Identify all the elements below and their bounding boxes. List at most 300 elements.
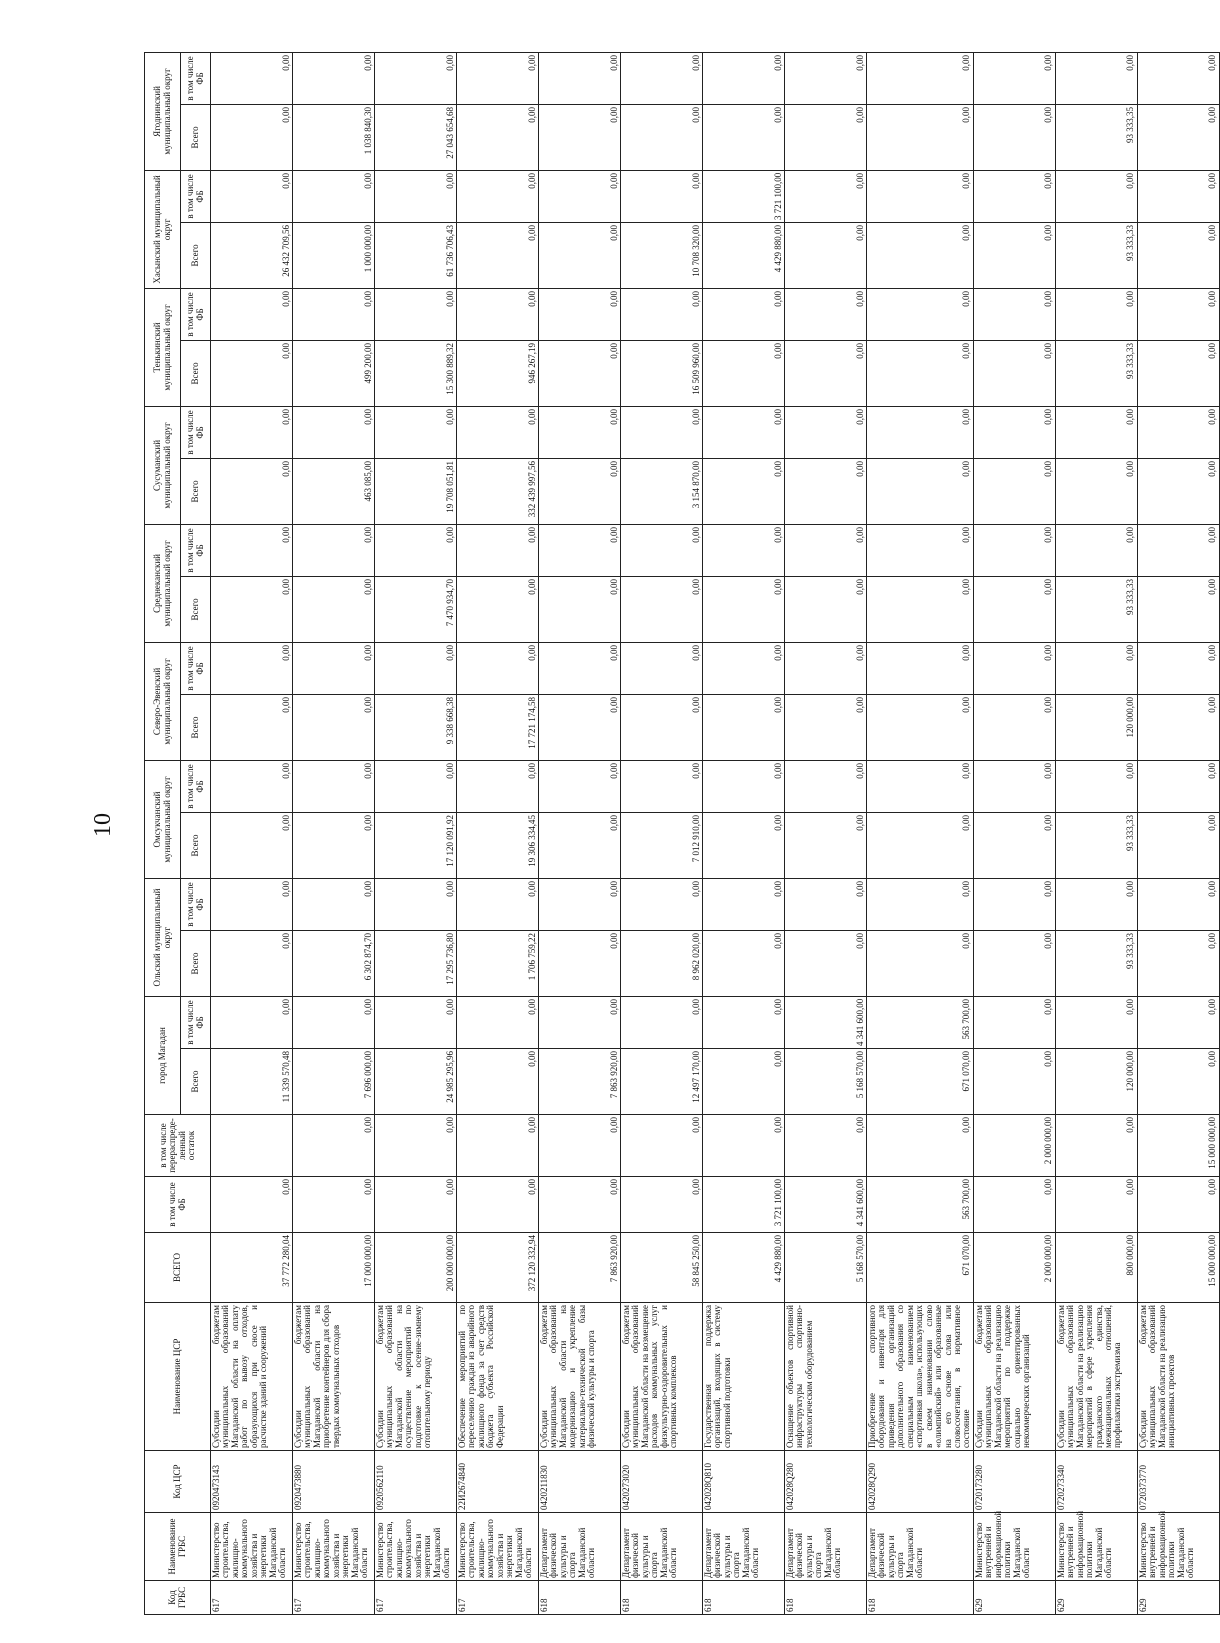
table-row [1055, 52, 1137, 1614]
district-fb-cell: 0,00 [703, 878, 785, 930]
csr-name-cell: Субсидии бюджетам муниципальных образований Магаданской области на реализацию мероприятий в сфере укрепления гражданского единства, межнациональных отношений, профилактики экстремизма [1055, 1303, 1137, 1451]
district-total-cell: 9 338 668,38 [375, 694, 457, 760]
csr-name-cell: Субсидии бюджетам муниципальных образований Магаданской области на реализацию мероприятий по поддержке социально ориентированных некоммерческих организаций [973, 1303, 1055, 1451]
district-total-cell: 0,00 [539, 458, 621, 524]
csr-code-cell: 0920562110 [375, 1451, 457, 1513]
grbs-code-cell: 617 [211, 1581, 293, 1615]
district-fb-cell: 0,00 [211, 170, 293, 222]
district-total-cell: 93 333,33 [1055, 222, 1137, 288]
header-district: город Магадан [145, 997, 181, 1115]
district-fb-cell: 0,00 [1055, 406, 1137, 458]
carry-amount-cell [211, 1115, 293, 1177]
district-fb-cell: 0,00 [621, 406, 703, 458]
district-fb-cell: 0,00 [1055, 52, 1137, 104]
district-total-cell: 0,00 [1137, 104, 1219, 170]
csr-code-cell: 0920473880 [293, 1451, 375, 1513]
district-fb-cell: 0,00 [539, 760, 621, 812]
district-total-cell: 1 706 759,22 [457, 931, 539, 997]
district-total-cell: 0,00 [1137, 222, 1219, 288]
district-fb-cell: 0,00 [1137, 406, 1219, 458]
district-fb-cell: 0,00 [621, 760, 703, 812]
district-total-cell: 0,00 [973, 222, 1055, 288]
total-amount-cell: 37 772 280,04 [211, 1233, 293, 1303]
total-amount-cell: 5 168 570,00 [785, 1233, 867, 1303]
district-fb-cell: 0,00 [211, 406, 293, 458]
district-fb-cell: 0,00 [1137, 288, 1219, 340]
district-fb-cell: 0,00 [785, 406, 867, 458]
district-fb-cell: 0,00 [539, 997, 621, 1049]
csr-code-cell: 0420273020 [621, 1451, 703, 1513]
district-fb-cell: 0,00 [1055, 997, 1137, 1049]
district-fb-cell: 0,00 [375, 878, 457, 930]
total-fb-amount-cell: 3 721 100,00 [703, 1177, 785, 1233]
header-district: Ольский муниципальный округ [145, 878, 181, 996]
district-total-cell: 0,00 [1137, 931, 1219, 997]
district-fb-cell: 0,00 [785, 52, 867, 104]
table-header [145, 52, 211, 1614]
district-fb-cell: 0,00 [211, 524, 293, 576]
district-total-cell: 27 043 654,68 [375, 104, 457, 170]
district-total-cell: 0,00 [211, 104, 293, 170]
district-total-cell: 0,00 [539, 931, 621, 997]
district-total-cell: 0,00 [211, 812, 293, 878]
header-district-total: Всего [181, 222, 211, 288]
district-fb-cell: 0,00 [293, 52, 375, 104]
header-district-fb: в том числе ФБ [181, 878, 211, 930]
district-fb-cell: 0,00 [867, 642, 974, 694]
district-total-cell: 7 696 000,00 [293, 1049, 375, 1115]
table-body [211, 52, 1220, 1614]
district-total-cell: 1 038 840,30 [293, 104, 375, 170]
total-amount-cell: 800 000,00 [1055, 1233, 1137, 1303]
district-total-cell: 7 012 910,00 [621, 812, 703, 878]
district-total-cell: 463 085,00 [293, 458, 375, 524]
carry-amount-cell: 0,00 [539, 1115, 621, 1177]
district-fb-cell: 0,00 [973, 642, 1055, 694]
grbs-code-cell: 617 [375, 1581, 457, 1615]
header-district: Среднеканский муниципальный округ [145, 524, 181, 642]
csr-name-cell: Субсидии бюджетам муниципальных образований Магаданской области на реализацию инициативных проектов [1137, 1303, 1219, 1451]
total-fb-amount-cell: 0,00 [211, 1177, 293, 1233]
district-total-cell: 93 333,35 [1055, 104, 1137, 170]
grbs-code-cell: 629 [1055, 1581, 1137, 1615]
district-total-cell: 0,00 [785, 812, 867, 878]
district-total-cell: 0,00 [539, 812, 621, 878]
district-fb-cell: 563 700,00 [867, 997, 974, 1049]
district-total-cell: 0,00 [867, 694, 974, 760]
district-fb-cell: 0,00 [211, 997, 293, 1049]
district-total-cell: 12 497 170,00 [621, 1049, 703, 1115]
grbs-code-cell: 618 [867, 1581, 974, 1615]
district-fb-cell: 0,00 [621, 288, 703, 340]
grbs-name-cell: Департамент физической культуры и спорта Магаданской области [867, 1513, 974, 1581]
header-total-fb: в том числе ФБ [145, 1177, 211, 1233]
district-total-cell: 0,00 [973, 340, 1055, 406]
district-total-cell: 0,00 [785, 694, 867, 760]
district-fb-cell: 0,00 [785, 288, 867, 340]
district-total-cell: 0,00 [539, 340, 621, 406]
district-fb-cell: 0,00 [457, 878, 539, 930]
district-total-cell: 0,00 [703, 104, 785, 170]
district-total-cell: 120 000,00 [1055, 694, 1137, 760]
district-fb-cell: 0,00 [973, 288, 1055, 340]
district-total-cell: 0,00 [785, 458, 867, 524]
district-fb-cell: 0,00 [867, 878, 974, 930]
district-fb-cell: 0,00 [457, 406, 539, 458]
subsidy-table [144, 52, 1220, 1615]
district-total-cell: 0,00 [703, 458, 785, 524]
district-total-cell: 0,00 [703, 931, 785, 997]
district-fb-cell: 0,00 [211, 642, 293, 694]
district-total-cell: 0,00 [703, 340, 785, 406]
district-total-cell: 0,00 [973, 1049, 1055, 1115]
district-total-cell: 0,00 [1137, 576, 1219, 642]
district-total-cell: 5 168 570,00 [785, 1049, 867, 1115]
district-fb-cell: 0,00 [211, 760, 293, 812]
total-fb-amount-cell: 4 341 600,00 [785, 1177, 867, 1233]
district-fb-cell: 0,00 [293, 997, 375, 1049]
district-fb-cell: 0,00 [1055, 524, 1137, 576]
district-total-cell: 93 333,33 [1055, 931, 1137, 997]
district-fb-cell: 0,00 [457, 642, 539, 694]
grbs-code-cell: 617 [293, 1581, 375, 1615]
district-total-cell: 0,00 [1137, 812, 1219, 878]
csr-name-cell: Государственная поддержка организаций, входящих в систему спортивной подготовки [703, 1303, 785, 1451]
header-grbs-name: Наименование ГРБС [145, 1513, 211, 1581]
carry-amount-cell: 0,00 [867, 1115, 974, 1177]
district-total-cell: 3 154 870,00 [621, 458, 703, 524]
district-total-cell: 0,00 [703, 812, 785, 878]
district-total-cell: 0,00 [211, 576, 293, 642]
district-fb-cell: 0,00 [539, 170, 621, 222]
district-fb-cell: 0,00 [1137, 642, 1219, 694]
csr-name-cell: Обеспечение мероприятий по переселению граждан из аварийного жилищного фонда за счет средств бюджета субъекта Российской Федерации [457, 1303, 539, 1451]
csr-code-cell: 042028Q290 [867, 1451, 974, 1513]
district-fb-cell: 0,00 [867, 406, 974, 458]
district-total-cell: 0,00 [867, 340, 974, 406]
total-fb-amount-cell: 0,00 [1055, 1177, 1137, 1233]
page-number: 10 [90, 813, 116, 837]
district-fb-cell: 0,00 [703, 760, 785, 812]
grbs-name-cell: Министерство строительства, жилищно-коммунального хозяйства и энергетики Магаданской области [293, 1513, 375, 1581]
csr-name-cell: Субсидии бюджетам муниципальных образований Магаданской области на модернизацию и укрепление материально-технической базы физической культуры и спорта [539, 1303, 621, 1451]
header-district-fb: в том числе ФБ [181, 52, 211, 104]
district-total-cell: 0,00 [211, 458, 293, 524]
header-district-fb: в том числе ФБ [181, 642, 211, 694]
header-district-total: Всего [181, 694, 211, 760]
grbs-code-cell: 618 [621, 1581, 703, 1615]
district-fb-cell: 0,00 [293, 878, 375, 930]
carry-amount-cell: 15 000 000,00 [1137, 1115, 1219, 1177]
csr-name-cell: Субсидии бюджетам муниципальных образований Магаданской области на возмещение расходов коммунальных услуг физкультурно-оздоровительных и спортивных комплексов [621, 1303, 703, 1451]
header-district-total: Всего [181, 812, 211, 878]
district-total-cell: 0,00 [785, 104, 867, 170]
district-fb-cell: 0,00 [621, 642, 703, 694]
district-fb-cell: 0,00 [703, 406, 785, 458]
header-district-fb: в том числе ФБ [181, 170, 211, 222]
district-fb-cell: 0,00 [703, 642, 785, 694]
grbs-name-cell: Департамент физической культуры и спорта Магаданской области [703, 1513, 785, 1581]
carry-amount-cell: 0,00 [457, 1115, 539, 1177]
header-district: Хасынский муниципальный округ [145, 170, 181, 288]
district-total-cell: 499 200,00 [293, 340, 375, 406]
district-total-cell: 0,00 [539, 576, 621, 642]
district-total-cell: 0,00 [293, 576, 375, 642]
table-row [1137, 52, 1219, 1614]
district-fb-cell: 0,00 [621, 997, 703, 1049]
district-total-cell: 61 736 706,43 [375, 222, 457, 288]
district-total-cell: 0,00 [867, 931, 974, 997]
header-district-fb: в том числе ФБ [181, 288, 211, 340]
header-total: ВСЕГО [145, 1233, 211, 1303]
header-district-total: Всего [181, 104, 211, 170]
district-fb-cell: 0,00 [867, 288, 974, 340]
district-total-cell: 6 302 874,70 [293, 931, 375, 997]
grbs-name-cell: Министерство внутренней и информационной политики Магаданской области [1055, 1513, 1137, 1581]
district-fb-cell: 0,00 [867, 760, 974, 812]
district-fb-cell: 0,00 [539, 642, 621, 694]
district-fb-cell: 0,00 [1137, 170, 1219, 222]
district-total-cell: 0,00 [703, 694, 785, 760]
grbs-name-cell: Министерство строительства, жилищно-коммунального хозяйства и энергетики Магаданской области [457, 1513, 539, 1581]
header-district: Сусуманский муниципальный округ [145, 406, 181, 524]
district-total-cell: 7 863 920,00 [539, 1049, 621, 1115]
grbs-code-cell: 629 [973, 1581, 1055, 1615]
total-fb-amount-cell: 0,00 [539, 1177, 621, 1233]
district-total-cell: 0,00 [457, 576, 539, 642]
header-district: Тенькинский муниципальный округ [145, 288, 181, 406]
grbs-name-cell: Департамент физической культуры и спорта Магаданской области [539, 1513, 621, 1581]
grbs-code-cell: 617 [457, 1581, 539, 1615]
district-fb-cell: 0,00 [293, 288, 375, 340]
total-fb-amount-cell: 563 700,00 [867, 1177, 974, 1233]
district-fb-cell: 0,00 [973, 997, 1055, 1049]
grbs-code-cell: 618 [539, 1581, 621, 1615]
grbs-code-cell: 618 [703, 1581, 785, 1615]
csr-code-cell: 22И2674840 [457, 1451, 539, 1513]
total-amount-cell: 671 070,00 [867, 1233, 974, 1303]
grbs-name-cell: Министерство строительства, жилищно-коммунального хозяйства и энергетики Магаданской области [375, 1513, 457, 1581]
district-fb-cell: 0,00 [1137, 878, 1219, 930]
district-total-cell: 0,00 [973, 576, 1055, 642]
district-fb-cell: 0,00 [703, 997, 785, 1049]
carry-amount-cell: 0,00 [703, 1115, 785, 1177]
csr-name-cell: Субсидии бюджетам муниципальных образований Магаданской области на приобретение контейнеров для сбора твердых коммунальных отходов [293, 1303, 375, 1451]
district-total-cell: 0,00 [785, 222, 867, 288]
csr-code-cell: 0720173280 [973, 1451, 1055, 1513]
district-total-cell: 0,00 [539, 694, 621, 760]
district-fb-cell: 0,00 [785, 878, 867, 930]
district-fb-cell: 0,00 [375, 997, 457, 1049]
district-fb-cell: 0,00 [375, 760, 457, 812]
district-fb-cell: 0,00 [539, 406, 621, 458]
district-fb-cell: 0,00 [539, 288, 621, 340]
header-csr-name: Наименование ЦСР [145, 1303, 211, 1451]
district-fb-cell: 0,00 [867, 170, 974, 222]
district-fb-cell: 0,00 [1055, 170, 1137, 222]
district-total-cell: 0,00 [211, 340, 293, 406]
header-district-total: Всего [181, 458, 211, 524]
district-fb-cell: 0,00 [375, 406, 457, 458]
district-total-cell: 19 708 051,81 [375, 458, 457, 524]
csr-code-cell: 0420211830 [539, 1451, 621, 1513]
district-total-cell: 0,00 [1055, 458, 1137, 524]
header-grbs-code: Код ГРБС [145, 1581, 211, 1615]
carry-amount-cell: 0,00 [1055, 1115, 1137, 1177]
district-total-cell: 0,00 [1137, 1049, 1219, 1115]
header-district-total: Всего [181, 1049, 211, 1115]
csr-code-cell: 0720273340 [1055, 1451, 1137, 1513]
csr-code-cell: 0920473143 [211, 1451, 293, 1513]
district-fb-cell: 0,00 [375, 170, 457, 222]
district-fb-cell: 0,00 [375, 52, 457, 104]
district-total-cell: 0,00 [1137, 458, 1219, 524]
district-total-cell: 0,00 [457, 1049, 539, 1115]
rotated-table-wrapper [144, 54, 1218, 1615]
grbs-name-cell: Департамент физической культуры и спорта Магаданской области [621, 1513, 703, 1581]
table-row [211, 52, 293, 1614]
district-total-cell: 93 333,33 [1055, 340, 1137, 406]
district-total-cell: 17 120 091,92 [375, 812, 457, 878]
district-total-cell: 0,00 [211, 931, 293, 997]
carry-amount-cell: 0,00 [375, 1115, 457, 1177]
header-district: Северо-Эвенский муниципальный округ [145, 642, 181, 760]
district-fb-cell: 0,00 [211, 288, 293, 340]
header-district-fb: в том числе ФБ [181, 760, 211, 812]
district-total-cell: 15 300 889,32 [375, 340, 457, 406]
total-amount-cell: 7 863 920,00 [539, 1233, 621, 1303]
table-row [375, 52, 457, 1614]
district-total-cell: 946 267,19 [457, 340, 539, 406]
district-total-cell: 1 000 000,00 [293, 222, 375, 288]
district-fb-cell: 0,00 [457, 288, 539, 340]
district-fb-cell: 0,00 [1137, 524, 1219, 576]
district-total-cell: 0,00 [539, 104, 621, 170]
district-total-cell: 17 295 736,80 [375, 931, 457, 997]
district-fb-cell: 0,00 [785, 524, 867, 576]
header-district-fb: в том числе ФБ [181, 997, 211, 1049]
total-amount-cell: 4 429 880,00 [703, 1233, 785, 1303]
csr-name-cell: Оснащение объектов спортивной инфраструктуры спортивно-технологическим оборудованием [785, 1303, 867, 1451]
district-fb-cell: 0,00 [703, 524, 785, 576]
district-total-cell: 0,00 [293, 812, 375, 878]
total-fb-amount-cell: 0,00 [621, 1177, 703, 1233]
district-total-cell: 93 333,33 [1055, 576, 1137, 642]
district-fb-cell: 0,00 [375, 288, 457, 340]
header-total-carry: в том числе перераспреде-ленный остаток [145, 1115, 211, 1177]
table-row [785, 52, 867, 1614]
header-district-total: Всего [181, 576, 211, 642]
grbs-code-cell: 618 [785, 1581, 867, 1615]
grbs-code-cell: 629 [1137, 1581, 1219, 1615]
district-fb-cell: 0,00 [621, 170, 703, 222]
district-fb-cell: 0,00 [293, 760, 375, 812]
district-fb-cell: 0,00 [785, 760, 867, 812]
district-total-cell: 4 429 880,00 [703, 222, 785, 288]
district-fb-cell: 0,00 [621, 878, 703, 930]
district-fb-cell: 0,00 [457, 524, 539, 576]
grbs-name-cell: Министерство строительства, жилищно-коммунального хозяйства и энергетики Магаданской области [211, 1513, 293, 1581]
district-total-cell: 17 721 174,58 [457, 694, 539, 760]
total-amount-cell: 58 845 250,00 [621, 1233, 703, 1303]
total-fb-amount-cell: 0,00 [293, 1177, 375, 1233]
total-amount-cell: 372 120 332,94 [457, 1233, 539, 1303]
header-district: Омсукчанский муниципальный округ [145, 760, 181, 878]
district-fb-cell: 0,00 [375, 524, 457, 576]
district-fb-cell: 0,00 [1137, 997, 1219, 1049]
district-total-cell: 0,00 [867, 812, 974, 878]
district-total-cell: 0,00 [293, 694, 375, 760]
district-total-cell: 0,00 [785, 576, 867, 642]
district-total-cell: 10 708 320,00 [621, 222, 703, 288]
district-total-cell: 26 432 709,56 [211, 222, 293, 288]
district-total-cell: 24 985 295,96 [375, 1049, 457, 1115]
header-district-fb: в том числе ФБ [181, 406, 211, 458]
district-total-cell: 120 000,00 [1055, 1049, 1137, 1115]
district-total-cell: 0,00 [867, 458, 974, 524]
district-total-cell: 0,00 [973, 104, 1055, 170]
header-district: Ягоднинский муниципальный округ [145, 52, 181, 170]
district-total-cell: 0,00 [621, 576, 703, 642]
district-total-cell: 0,00 [1137, 340, 1219, 406]
district-total-cell: 0,00 [785, 340, 867, 406]
district-fb-cell: 0,00 [703, 288, 785, 340]
district-fb-cell: 0,00 [973, 170, 1055, 222]
district-total-cell: 8 962 020,00 [621, 931, 703, 997]
district-fb-cell: 0,00 [457, 52, 539, 104]
district-fb-cell: 0,00 [293, 170, 375, 222]
district-total-cell: 0,00 [867, 576, 974, 642]
district-total-cell: 0,00 [973, 458, 1055, 524]
district-total-cell: 0,00 [867, 104, 974, 170]
header-district-total: Всего [181, 931, 211, 997]
district-total-cell: 0,00 [621, 104, 703, 170]
csr-code-cell: 042028Q810 [703, 1451, 785, 1513]
district-fb-cell: 0,00 [785, 642, 867, 694]
district-fb-cell: 0,00 [211, 878, 293, 930]
district-total-cell: 0,00 [785, 931, 867, 997]
district-fb-cell: 0,00 [867, 524, 974, 576]
district-total-cell: 0,00 [973, 931, 1055, 997]
district-fb-cell: 0,00 [457, 997, 539, 1049]
district-total-cell: 0,00 [703, 1049, 785, 1115]
district-fb-cell: 0,00 [1055, 642, 1137, 694]
carry-amount-cell: 0,00 [621, 1115, 703, 1177]
district-total-cell: 0,00 [621, 694, 703, 760]
csr-name-cell: Субсидии бюджетам муниципальных образований Магаданской области на оплату работ по вывозу отходов, образующихся при сносе и расчистке зданий и сооружений [211, 1303, 293, 1451]
total-fb-amount-cell: 0,00 [973, 1177, 1055, 1233]
district-total-cell: 0,00 [1137, 694, 1219, 760]
district-total-cell: 0,00 [457, 222, 539, 288]
header-district-total: Всего [181, 340, 211, 406]
table-row [621, 52, 703, 1614]
grbs-name-cell: Департамент физической культуры и спорта Магаданской области [785, 1513, 867, 1581]
district-fb-cell: 0,00 [539, 52, 621, 104]
district-fb-cell: 0,00 [973, 760, 1055, 812]
table-row [867, 52, 974, 1614]
district-fb-cell: 0,00 [1055, 288, 1137, 340]
district-fb-cell: 0,00 [1137, 760, 1219, 812]
total-fb-amount-cell: 0,00 [375, 1177, 457, 1233]
district-fb-cell: 0,00 [621, 52, 703, 104]
district-total-cell: 19 306 334,45 [457, 812, 539, 878]
district-fb-cell: 0,00 [867, 52, 974, 104]
district-total-cell: 0,00 [703, 576, 785, 642]
district-total-cell: 11 339 570,48 [211, 1049, 293, 1115]
district-fb-cell: 0,00 [293, 406, 375, 458]
total-fb-amount-cell: 0,00 [457, 1177, 539, 1233]
table-row [703, 52, 785, 1614]
